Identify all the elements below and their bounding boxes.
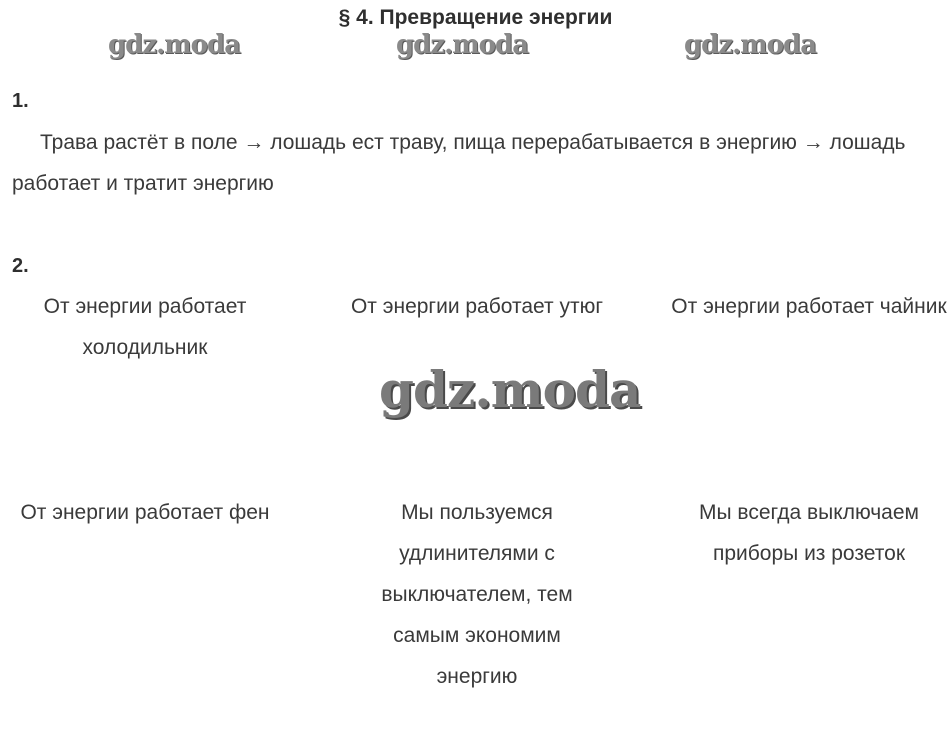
answer-cell: Мы всегда выключаем приборы из розеток [699, 501, 919, 565]
answer-cell: От энергии работает утюг [350, 295, 604, 318]
task-1-answer-text: Трава растёт в поле → лошадь ест траву, пища перерабатывается в энергию → лошадь работает и тратит энергию [12, 131, 906, 195]
answer-cell: От энергии работает чайник [671, 295, 947, 318]
task-1-number: 1. [12, 90, 29, 112]
answer-cell: От энергии работает фен [20, 501, 270, 524]
answer-cell: Мы пользуемся удлинителями с выключателем, тем самым экономим энергию [381, 501, 573, 688]
watermark-logo: gdz.moda [684, 30, 817, 60]
page-title: § 4. Превращение энергии [338, 6, 613, 29]
task-2-number: 2. [12, 255, 29, 277]
watermark-logo: gdz.moda [396, 30, 529, 60]
answer-cell: От энергии работает холодильник [43, 295, 247, 359]
watermark-logo-large: gdz.moda [379, 360, 641, 419]
task-1-answer [12, 122, 947, 204]
watermark-logo: gdz.moda [108, 30, 241, 60]
